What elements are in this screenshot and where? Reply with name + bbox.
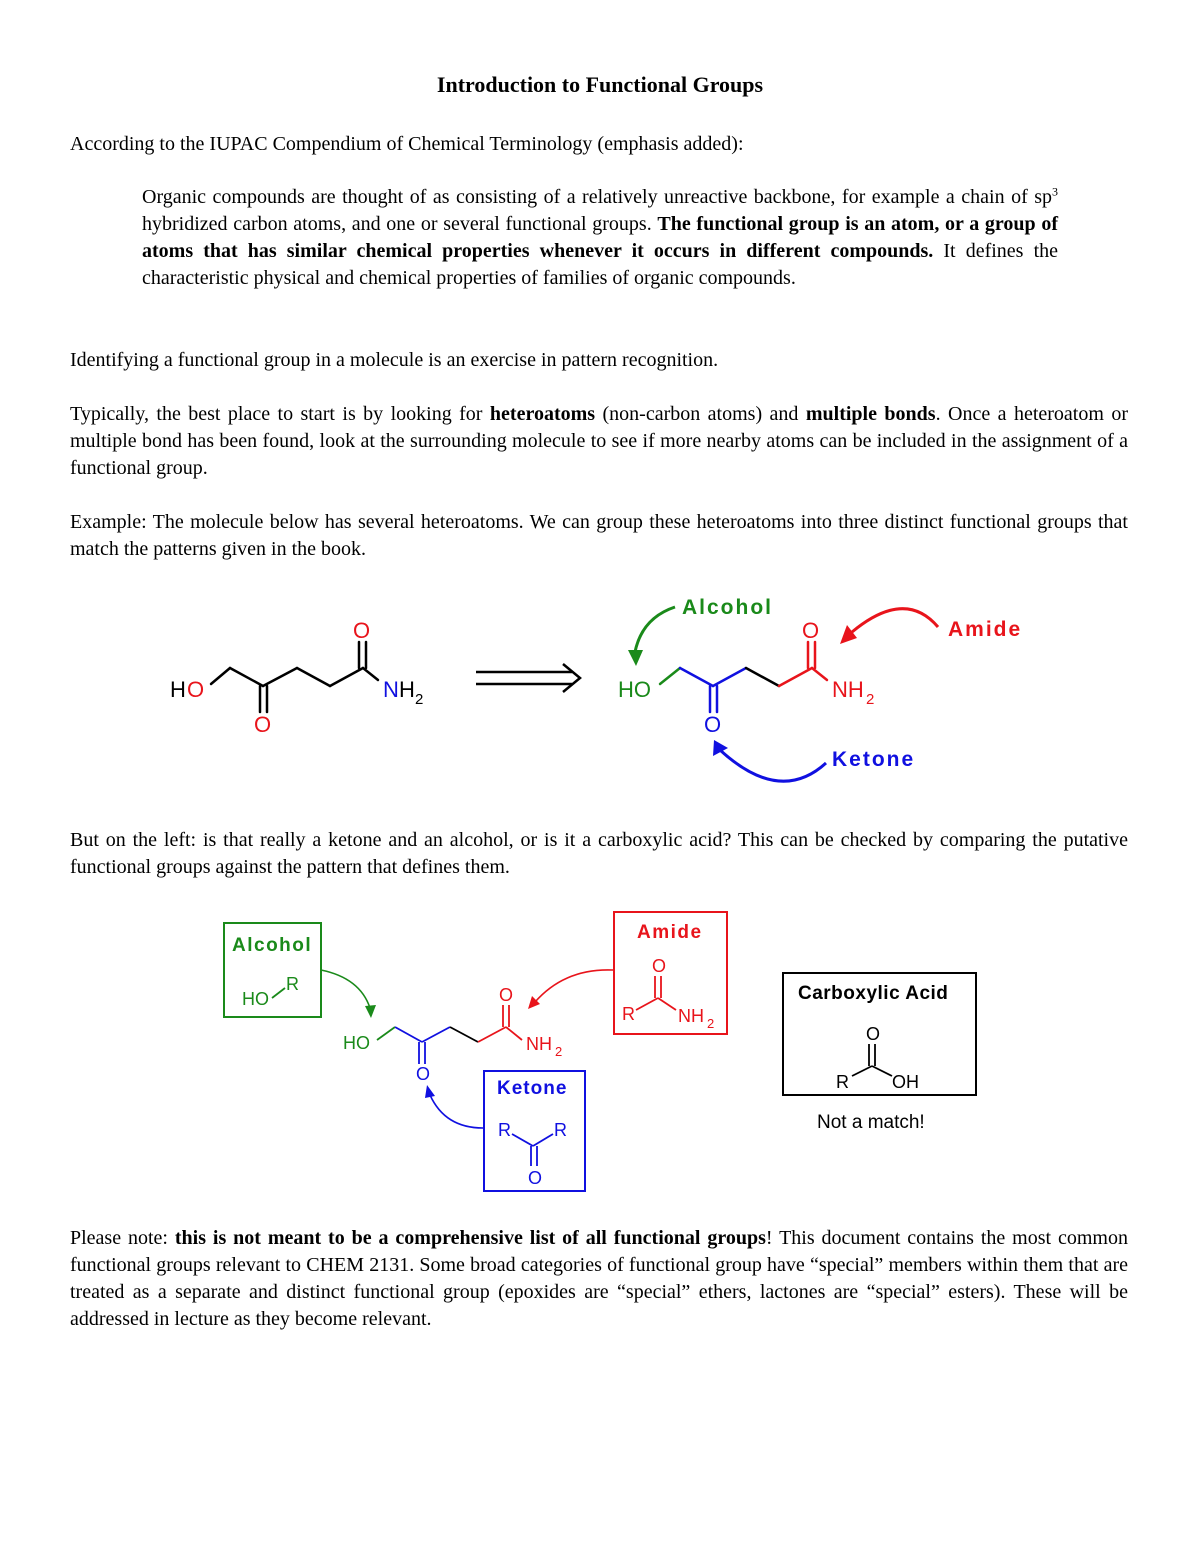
typical-text-1: Typically, the best place to start is by looking for — [70, 403, 490, 425]
note-text-1: Please note: — [70, 1227, 175, 1249]
alcohol-pattern-box — [224, 923, 321, 1017]
amide-box-o: O — [652, 956, 667, 976]
left-ketone-oxygen: O — [254, 712, 272, 737]
but-paragraph: But on the left: is that really a ketone and an alcohol, or is it a carboxylic acid? This can be checked by comparing the putative functional groups against the pattern that defines them. — [70, 829, 1128, 878]
ketone-box-r-right: R — [554, 1120, 567, 1140]
center-molecule — [377, 1005, 522, 1064]
quote-superscript: 3 — [1052, 184, 1058, 199]
center-ketone-arrow-icon — [425, 1085, 483, 1128]
center-ho: HO — [343, 1033, 370, 1053]
note-bold: this is not meant to be a comprehensive list of all functional groups — [174, 1227, 766, 1249]
center-nh: NH — [526, 1034, 552, 1054]
right-ho-label: HO — [618, 677, 651, 702]
ketone-box-title: Ketone — [497, 1078, 568, 1099]
intro-paragraph: According to the IUPAC Compendium of Chemical Terminology (emphasis added): — [70, 133, 744, 155]
alcohol-box-r: R — [286, 974, 299, 994]
typical-text-2: (non-carbon atoms) and — [595, 403, 806, 425]
figure-molecule-assignment — [0, 580, 1200, 820]
right-amine-subscript: 2 — [866, 691, 875, 708]
note-paragraph — [70, 1225, 1128, 1333]
quote-text-2: hybridized carbon atoms, and one or several functional groups. — [142, 213, 658, 235]
alcohol-arrow-icon — [628, 607, 675, 666]
alcohol-label: Alcohol — [682, 596, 773, 619]
ketone-label: Ketone — [832, 748, 916, 771]
typical-text-3: . Once a heteroatom or multiple bond has been found, look at the surrounding molecule to see if more nearby atoms can be included in the assignment of a functional group. — [70, 403, 1129, 479]
iupac-quote — [142, 184, 1058, 292]
quote-text-3: It defines the characteristic physical and chemical properties of families of organic compounds. — [142, 240, 1058, 289]
carboxylic-acid-box — [783, 973, 976, 1095]
center-subscript: 2 — [555, 1044, 563, 1059]
amide-pattern-box — [614, 912, 727, 1034]
left-amide-oxygen: O — [353, 618, 371, 643]
center-amide-o: O — [499, 985, 514, 1005]
left-amine-h: H — [399, 677, 415, 702]
ketone-arrow-icon — [713, 740, 826, 781]
quote-text-1: Organic compounds are thought of as consisting of a relatively unreactive backbone, for example a chain of sp — [142, 186, 1052, 208]
right-ketone-oxygen: O — [704, 712, 722, 737]
carboxylic-box-o: O — [866, 1024, 881, 1044]
center-ketone-o: O — [416, 1064, 431, 1084]
amide-box-nh: NH — [678, 1006, 704, 1026]
carboxylic-box-title: Carboxylic Acid — [798, 983, 949, 1004]
right-molecule — [660, 642, 827, 712]
typical-bold-2: multiple bonds — [805, 403, 936, 425]
carboxylic-box-r: R — [836, 1072, 849, 1092]
alcohol-box-title: Alcohol — [232, 935, 313, 956]
figure-pattern-comparison — [0, 905, 1200, 1200]
quote-bold: The functional group is an atom, or a group of atoms that has similar chemical properties whenever it occurs in different compounds. — [142, 213, 1058, 262]
note-text-2: ! This document contains the most common functional groups relevant to CHEM 2131. Some broad categories of functional group have “special” members within them that are treated as a separate and distinct functional group (epoxides are “special” ethers, lactones are “special” esters). These will be addressed in lecture as they become relevant. — [70, 1227, 1128, 1330]
ketone-box-o: O — [528, 1168, 543, 1188]
ketone-pattern-box — [484, 1071, 585, 1191]
left-molecule — [211, 642, 378, 712]
example-paragraph: Example: The molecule below has several heteroatoms. We can group these heteroatoms into three distinct functional groups that match the patterns given in the book. — [70, 511, 1128, 560]
amide-box-subscript: 2 — [707, 1016, 715, 1031]
left-amine-n: N — [383, 677, 399, 702]
pattern-paragraph: Identifying a functional group in a molecule is an exercise in pattern recognition. — [70, 349, 719, 371]
amide-label: Amide — [948, 618, 1023, 641]
right-amide-oxygen: O — [802, 618, 820, 643]
carboxylic-box-oh: OH — [892, 1072, 919, 1092]
ketone-box-r-left: R — [498, 1120, 511, 1140]
center-alcohol-arrow-icon — [321, 970, 376, 1018]
left-ho-label: O — [187, 677, 205, 702]
alcohol-box-ho: HO — [242, 989, 269, 1009]
center-amide-arrow-icon — [528, 970, 613, 1009]
amide-box-r: R — [622, 1004, 635, 1024]
not-a-match-label: Not a match! — [817, 1112, 925, 1133]
double-arrow-icon — [476, 664, 580, 692]
left-ho-h: H — [170, 677, 186, 702]
amide-box-title: Amide — [637, 922, 703, 943]
amide-arrow-icon — [840, 609, 938, 644]
typical-paragraph — [70, 401, 1128, 482]
right-amine-nh: NH — [832, 677, 864, 702]
page-title: Introduction to Functional Groups — [436, 72, 764, 97]
typical-bold-1: heteroatoms — [489, 403, 596, 425]
left-amine-subscript: 2 — [415, 691, 424, 708]
